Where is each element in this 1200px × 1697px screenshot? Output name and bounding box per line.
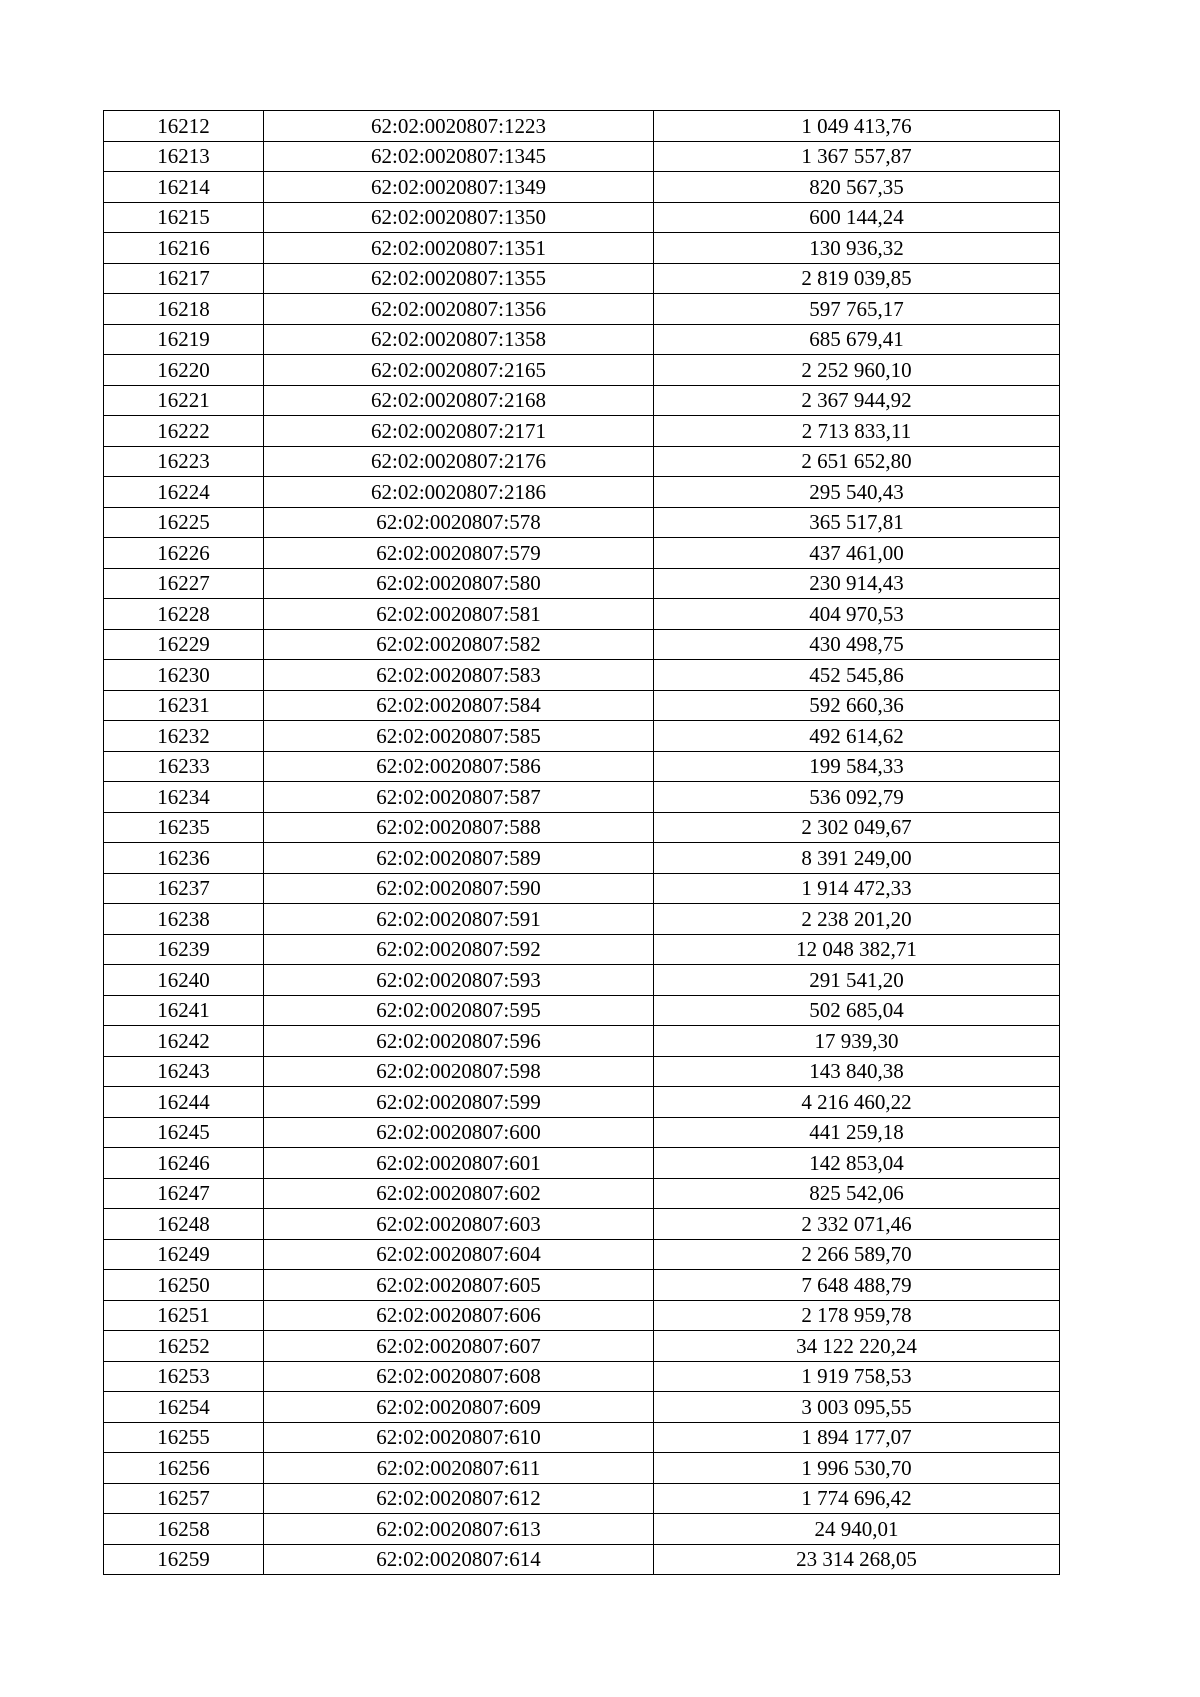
value-cell: 4 216 460,22 xyxy=(654,1087,1060,1118)
table-row xyxy=(104,1514,1060,1545)
cadastral-number-cell: 62:02:0020807:612 xyxy=(264,1483,654,1514)
value-cell: 199 584,33 xyxy=(654,751,1060,782)
table-row xyxy=(104,446,1060,477)
cadastral-number-cell: 62:02:0020807:582 xyxy=(264,629,654,660)
row-number-cell: 16240 xyxy=(104,965,264,996)
row-number-cell: 16254 xyxy=(104,1392,264,1423)
cadastral-number-cell: 62:02:0020807:1223 xyxy=(264,111,654,142)
row-number-cell: 16237 xyxy=(104,873,264,904)
table-body xyxy=(104,111,1060,1575)
value-cell: 2 266 589,70 xyxy=(654,1239,1060,1270)
value-cell: 600 144,24 xyxy=(654,202,1060,233)
row-number-cell: 16250 xyxy=(104,1270,264,1301)
table-row xyxy=(104,629,1060,660)
value-cell: 437 461,00 xyxy=(654,538,1060,569)
table-row xyxy=(104,385,1060,416)
cadastral-number-cell: 62:02:0020807:1345 xyxy=(264,141,654,172)
table-row xyxy=(104,904,1060,935)
value-cell: 23 314 268,05 xyxy=(654,1544,1060,1575)
cadastral-number-cell: 62:02:0020807:2186 xyxy=(264,477,654,508)
cadastral-number-cell: 62:02:0020807:587 xyxy=(264,782,654,813)
table-row xyxy=(104,263,1060,294)
row-number-cell: 16216 xyxy=(104,233,264,264)
value-cell: 597 765,17 xyxy=(654,294,1060,325)
cadastral-number-cell: 62:02:0020807:600 xyxy=(264,1117,654,1148)
cadastral-number-cell: 62:02:0020807:614 xyxy=(264,1544,654,1575)
value-cell: 825 542,06 xyxy=(654,1178,1060,1209)
table-row xyxy=(104,873,1060,904)
value-cell: 2 252 960,10 xyxy=(654,355,1060,386)
table-row xyxy=(104,1056,1060,1087)
cadastral-number-cell: 62:02:0020807:590 xyxy=(264,873,654,904)
table-row xyxy=(104,660,1060,691)
cadastral-number-cell: 62:02:0020807:578 xyxy=(264,507,654,538)
value-cell: 1 774 696,42 xyxy=(654,1483,1060,1514)
row-number-cell: 16227 xyxy=(104,568,264,599)
row-number-cell: 16255 xyxy=(104,1422,264,1453)
value-cell: 142 853,04 xyxy=(654,1148,1060,1179)
row-number-cell: 16245 xyxy=(104,1117,264,1148)
value-cell: 24 940,01 xyxy=(654,1514,1060,1545)
table-row xyxy=(104,1392,1060,1423)
table-row xyxy=(104,1087,1060,1118)
row-number-cell: 16248 xyxy=(104,1209,264,1240)
row-number-cell: 16218 xyxy=(104,294,264,325)
row-number-cell: 16224 xyxy=(104,477,264,508)
table-row xyxy=(104,233,1060,264)
table-row xyxy=(104,1361,1060,1392)
value-cell: 143 840,38 xyxy=(654,1056,1060,1087)
cadastral-number-cell: 62:02:0020807:580 xyxy=(264,568,654,599)
cadastral-number-cell: 62:02:0020807:579 xyxy=(264,538,654,569)
cadastral-number-cell: 62:02:0020807:591 xyxy=(264,904,654,935)
value-cell: 452 545,86 xyxy=(654,660,1060,691)
value-cell: 17 939,30 xyxy=(654,1026,1060,1057)
data-table xyxy=(103,110,1060,1575)
row-number-cell: 16253 xyxy=(104,1361,264,1392)
table-row xyxy=(104,202,1060,233)
value-cell: 291 541,20 xyxy=(654,965,1060,996)
table-row xyxy=(104,538,1060,569)
table-row xyxy=(104,568,1060,599)
row-number-cell: 16229 xyxy=(104,629,264,660)
value-cell: 2 713 833,11 xyxy=(654,416,1060,447)
cadastral-number-cell: 62:02:0020807:593 xyxy=(264,965,654,996)
row-number-cell: 16226 xyxy=(104,538,264,569)
row-number-cell: 16244 xyxy=(104,1087,264,1118)
cadastral-number-cell: 62:02:0020807:581 xyxy=(264,599,654,630)
cadastral-number-cell: 62:02:0020807:611 xyxy=(264,1453,654,1484)
row-number-cell: 16243 xyxy=(104,1056,264,1087)
cadastral-number-cell: 62:02:0020807:605 xyxy=(264,1270,654,1301)
table-row xyxy=(104,477,1060,508)
value-cell: 685 679,41 xyxy=(654,324,1060,355)
table-row xyxy=(104,1178,1060,1209)
value-cell: 1 049 413,76 xyxy=(654,111,1060,142)
table-row xyxy=(104,1483,1060,1514)
table-row xyxy=(104,416,1060,447)
row-number-cell: 16247 xyxy=(104,1178,264,1209)
value-cell: 34 122 220,24 xyxy=(654,1331,1060,1362)
value-cell: 536 092,79 xyxy=(654,782,1060,813)
table-row xyxy=(104,812,1060,843)
cadastral-number-cell: 62:02:0020807:603 xyxy=(264,1209,654,1240)
table-row xyxy=(104,782,1060,813)
row-number-cell: 16252 xyxy=(104,1331,264,1362)
value-cell: 1 367 557,87 xyxy=(654,141,1060,172)
value-cell: 1 914 472,33 xyxy=(654,873,1060,904)
value-cell: 1 996 530,70 xyxy=(654,1453,1060,1484)
cadastral-number-cell: 62:02:0020807:1351 xyxy=(264,233,654,264)
cadastral-number-cell: 62:02:0020807:2168 xyxy=(264,385,654,416)
value-cell: 2 332 071,46 xyxy=(654,1209,1060,1240)
value-cell: 2 302 049,67 xyxy=(654,812,1060,843)
value-cell: 2 178 959,78 xyxy=(654,1300,1060,1331)
table-row xyxy=(104,721,1060,752)
cadastral-number-cell: 62:02:0020807:2176 xyxy=(264,446,654,477)
table-row xyxy=(104,751,1060,782)
table-row xyxy=(104,1331,1060,1362)
cadastral-number-cell: 62:02:0020807:608 xyxy=(264,1361,654,1392)
table-row xyxy=(104,111,1060,142)
table-row xyxy=(104,507,1060,538)
row-number-cell: 16236 xyxy=(104,843,264,874)
cadastral-number-cell: 62:02:0020807:583 xyxy=(264,660,654,691)
value-cell: 365 517,81 xyxy=(654,507,1060,538)
cadastral-number-cell: 62:02:0020807:592 xyxy=(264,934,654,965)
row-number-cell: 16214 xyxy=(104,172,264,203)
table-row xyxy=(104,1422,1060,1453)
table-row xyxy=(104,1300,1060,1331)
row-number-cell: 16259 xyxy=(104,1544,264,1575)
row-number-cell: 16219 xyxy=(104,324,264,355)
row-number-cell: 16233 xyxy=(104,751,264,782)
value-cell: 430 498,75 xyxy=(654,629,1060,660)
value-cell: 1 894 177,07 xyxy=(654,1422,1060,1453)
table-row xyxy=(104,1544,1060,1575)
value-cell: 820 567,35 xyxy=(654,172,1060,203)
row-number-cell: 16258 xyxy=(104,1514,264,1545)
table-row xyxy=(104,355,1060,386)
row-number-cell: 16230 xyxy=(104,660,264,691)
cadastral-number-cell: 62:02:0020807:596 xyxy=(264,1026,654,1057)
table-row xyxy=(104,1026,1060,1057)
row-number-cell: 16220 xyxy=(104,355,264,386)
table-row xyxy=(104,1270,1060,1301)
cadastral-number-cell: 62:02:0020807:589 xyxy=(264,843,654,874)
row-number-cell: 16232 xyxy=(104,721,264,752)
cadastral-number-cell: 62:02:0020807:595 xyxy=(264,995,654,1026)
row-number-cell: 16212 xyxy=(104,111,264,142)
cadastral-number-cell: 62:02:0020807:584 xyxy=(264,690,654,721)
row-number-cell: 16217 xyxy=(104,263,264,294)
value-cell: 404 970,53 xyxy=(654,599,1060,630)
row-number-cell: 16225 xyxy=(104,507,264,538)
cadastral-number-cell: 62:02:0020807:599 xyxy=(264,1087,654,1118)
table-row xyxy=(104,1239,1060,1270)
cadastral-number-cell: 62:02:0020807:609 xyxy=(264,1392,654,1423)
value-cell: 7 648 488,79 xyxy=(654,1270,1060,1301)
value-cell: 502 685,04 xyxy=(654,995,1060,1026)
row-number-cell: 16213 xyxy=(104,141,264,172)
table-row xyxy=(104,599,1060,630)
row-number-cell: 16223 xyxy=(104,446,264,477)
table-row xyxy=(104,1117,1060,1148)
cadastral-number-cell: 62:02:0020807:606 xyxy=(264,1300,654,1331)
cadastral-number-cell: 62:02:0020807:2171 xyxy=(264,416,654,447)
table-row xyxy=(104,1209,1060,1240)
value-cell: 295 540,43 xyxy=(654,477,1060,508)
value-cell: 592 660,36 xyxy=(654,690,1060,721)
value-cell: 2 238 201,20 xyxy=(654,904,1060,935)
cadastral-number-cell: 62:02:0020807:601 xyxy=(264,1148,654,1179)
table-row xyxy=(104,995,1060,1026)
cadastral-number-cell: 62:02:0020807:610 xyxy=(264,1422,654,1453)
row-number-cell: 16238 xyxy=(104,904,264,935)
table-row xyxy=(104,1453,1060,1484)
row-number-cell: 16257 xyxy=(104,1483,264,1514)
cadastral-number-cell: 62:02:0020807:2165 xyxy=(264,355,654,386)
row-number-cell: 16235 xyxy=(104,812,264,843)
row-number-cell: 16234 xyxy=(104,782,264,813)
cadastral-number-cell: 62:02:0020807:1356 xyxy=(264,294,654,325)
table-row xyxy=(104,690,1060,721)
row-number-cell: 16239 xyxy=(104,934,264,965)
row-number-cell: 16215 xyxy=(104,202,264,233)
value-cell: 12 048 382,71 xyxy=(654,934,1060,965)
cadastral-number-cell: 62:02:0020807:1355 xyxy=(264,263,654,294)
cadastral-number-cell: 62:02:0020807:588 xyxy=(264,812,654,843)
table-row xyxy=(104,934,1060,965)
value-cell: 230 914,43 xyxy=(654,568,1060,599)
table-row xyxy=(104,324,1060,355)
row-number-cell: 16222 xyxy=(104,416,264,447)
cadastral-number-cell: 62:02:0020807:1349 xyxy=(264,172,654,203)
table-row xyxy=(104,172,1060,203)
row-number-cell: 16251 xyxy=(104,1300,264,1331)
table-row xyxy=(104,965,1060,996)
value-cell: 3 003 095,55 xyxy=(654,1392,1060,1423)
value-cell: 1 919 758,53 xyxy=(654,1361,1060,1392)
value-cell: 2 819 039,85 xyxy=(654,263,1060,294)
cadastral-number-cell: 62:02:0020807:585 xyxy=(264,721,654,752)
cadastral-number-cell: 62:02:0020807:604 xyxy=(264,1239,654,1270)
row-number-cell: 16241 xyxy=(104,995,264,1026)
value-cell: 2 651 652,80 xyxy=(654,446,1060,477)
cadastral-number-cell: 62:02:0020807:1358 xyxy=(264,324,654,355)
cadastral-number-cell: 62:02:0020807:1350 xyxy=(264,202,654,233)
cadastral-number-cell: 62:02:0020807:598 xyxy=(264,1056,654,1087)
row-number-cell: 16228 xyxy=(104,599,264,630)
value-cell: 8 391 249,00 xyxy=(654,843,1060,874)
value-cell: 2 367 944,92 xyxy=(654,385,1060,416)
table-row xyxy=(104,141,1060,172)
table-row xyxy=(104,1148,1060,1179)
value-cell: 492 614,62 xyxy=(654,721,1060,752)
row-number-cell: 16246 xyxy=(104,1148,264,1179)
row-number-cell: 16221 xyxy=(104,385,264,416)
value-cell: 441 259,18 xyxy=(654,1117,1060,1148)
cadastral-number-cell: 62:02:0020807:602 xyxy=(264,1178,654,1209)
cadastral-number-cell: 62:02:0020807:613 xyxy=(264,1514,654,1545)
row-number-cell: 16256 xyxy=(104,1453,264,1484)
row-number-cell: 16231 xyxy=(104,690,264,721)
cadastral-number-cell: 62:02:0020807:607 xyxy=(264,1331,654,1362)
row-number-cell: 16242 xyxy=(104,1026,264,1057)
row-number-cell: 16249 xyxy=(104,1239,264,1270)
cadastral-number-cell: 62:02:0020807:586 xyxy=(264,751,654,782)
value-cell: 130 936,32 xyxy=(654,233,1060,264)
table-row xyxy=(104,294,1060,325)
table-row xyxy=(104,843,1060,874)
